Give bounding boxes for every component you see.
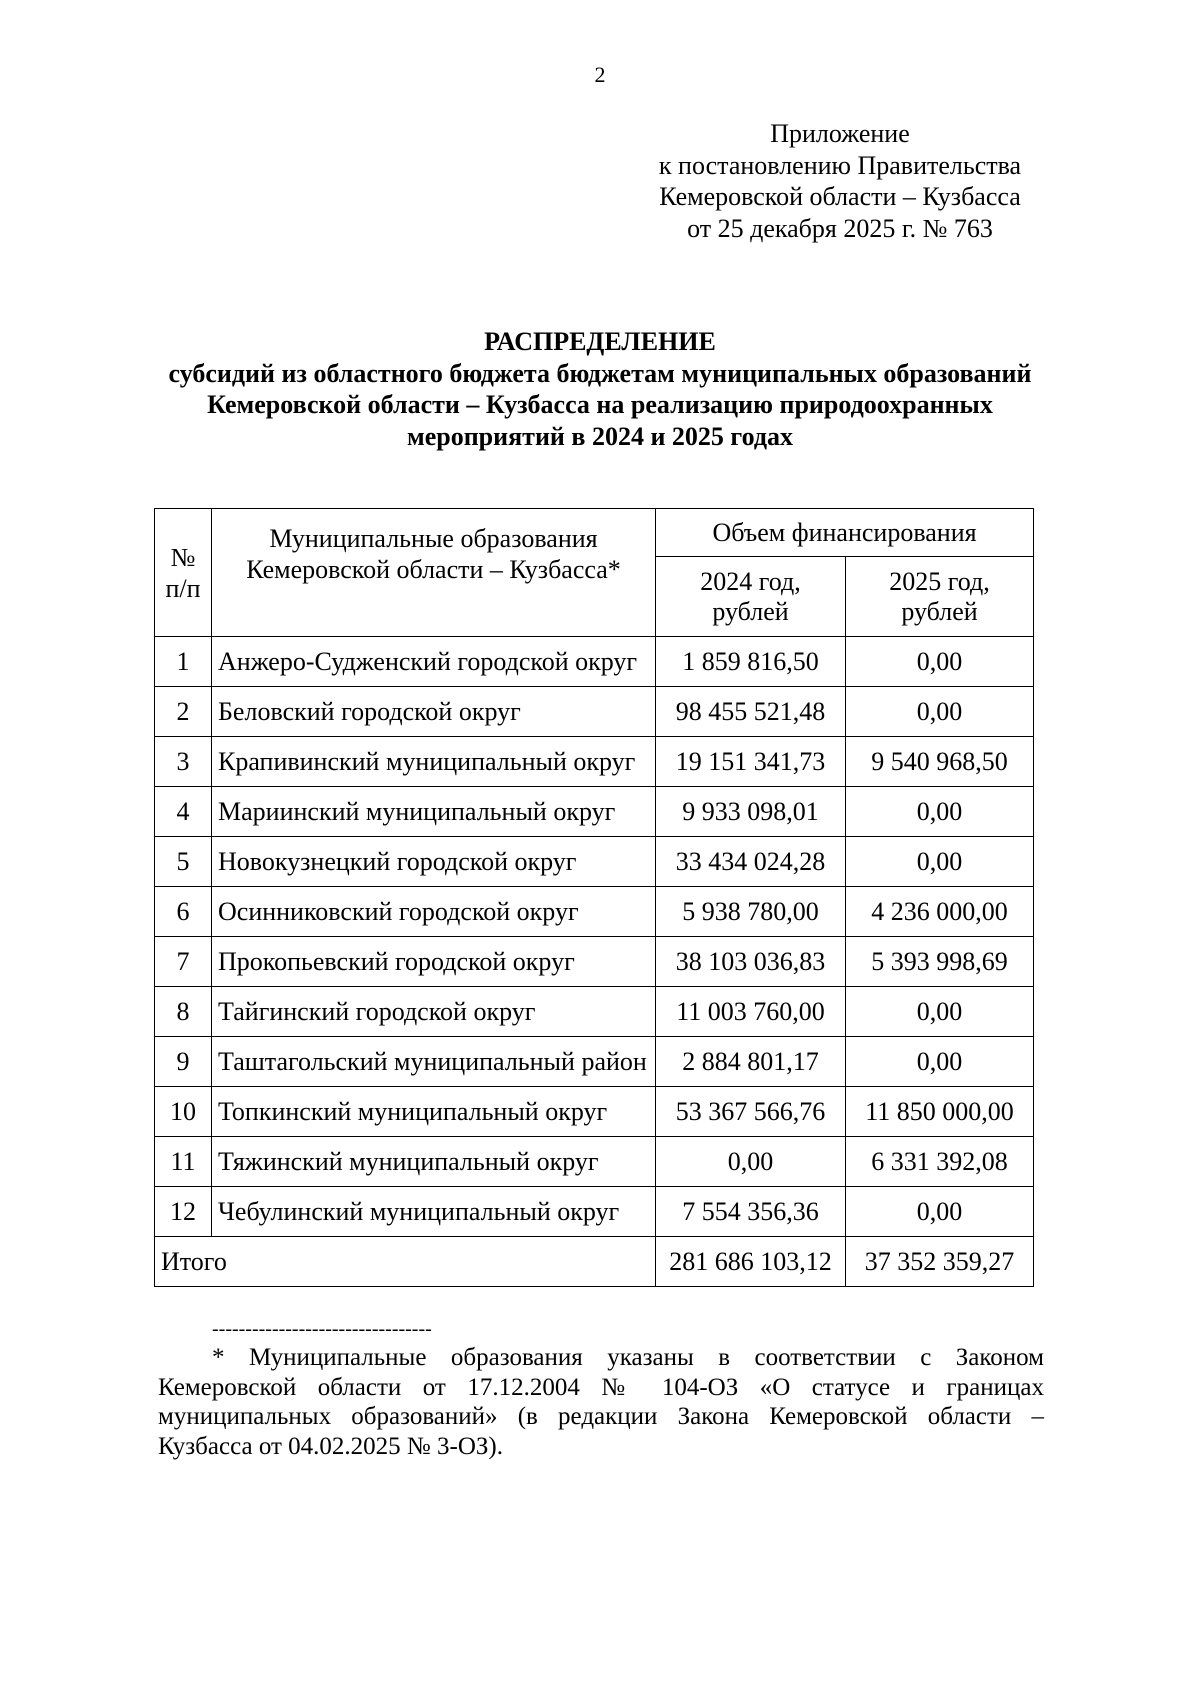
header-2025-line: рублей (901, 596, 978, 626)
header-2024-line: 2024 год, (700, 566, 801, 596)
row-amount-2025: 4 236 000,00 (846, 887, 1034, 937)
header-municipality-line: Муниципальные образования (269, 524, 598, 553)
row-municipality: Таштагольский муниципальный район (212, 1037, 656, 1087)
row-municipality: Анжеро-Судженский городской округ (212, 637, 656, 687)
header-2024-line: рублей (712, 596, 789, 626)
table-row (155, 887, 1034, 937)
row-number: 7 (155, 937, 212, 987)
row-amount-2024: 2 884 801,17 (656, 1037, 846, 1087)
row-amount-2024: 98 455 521,48 (656, 687, 846, 737)
row-amount-2024: 19 151 341,73 (656, 737, 846, 787)
table-row (155, 637, 1034, 687)
table-row (155, 1137, 1034, 1187)
row-number: 11 (155, 1137, 212, 1187)
row-amount-2024: 1 859 816,50 (656, 637, 846, 687)
header-number (155, 509, 212, 637)
row-amount-2024: 38 103 036,83 (656, 937, 846, 987)
row-number: 8 (155, 987, 212, 1037)
row-number: 10 (155, 1087, 212, 1137)
row-municipality: Прокопьевский городской округ (212, 937, 656, 987)
row-amount-2025: 0,00 (846, 837, 1034, 887)
title-line: Кемеровской области – Кузбасса на реализацию природоохранных (207, 390, 993, 419)
row-municipality: Мариинский муниципальный округ (212, 787, 656, 837)
total-amount-2025: 37 352 359,27 (846, 1237, 1034, 1287)
header-2025-line: 2025 год, (889, 566, 990, 596)
row-municipality: Топкинский муниципальный округ (212, 1087, 656, 1137)
row-municipality: Беловский городской округ (212, 687, 656, 737)
page-number: 2 (594, 62, 606, 87)
row-amount-2025: 9 540 968,50 (846, 737, 1034, 787)
row-municipality: Осинниковский городской округ (212, 887, 656, 937)
header-funding: Объем финансирования (656, 509, 1034, 557)
appendix-header (650, 118, 1030, 244)
distribution-table (154, 508, 1034, 1287)
total-label: Итого (155, 1237, 656, 1287)
row-amount-2024: 53 367 566,76 (656, 1087, 846, 1137)
row-amount-2025: 0,00 (846, 1187, 1034, 1237)
header-municipality-line: Кемеровской области – Кузбасса* (246, 555, 621, 584)
row-municipality: Тайгинский городской округ (212, 987, 656, 1037)
appendix-line: Кемеровской области – Кузбасса (659, 182, 1021, 211)
row-amount-2024: 33 434 024,28 (656, 837, 846, 887)
title-line: РАСПРЕДЕЛЕНИЕ (484, 327, 716, 356)
row-number: 3 (155, 737, 212, 787)
row-number: 6 (155, 887, 212, 937)
row-number: 1 (155, 637, 212, 687)
table-row (155, 1187, 1034, 1237)
appendix-line: от 25 декабря 2025 г. № 763 (687, 213, 993, 243)
row-amount-2024: 11 003 760,00 (656, 987, 846, 1037)
row-amount-2025: 0,00 (846, 687, 1034, 737)
header-2024 (656, 557, 846, 637)
table-row (155, 937, 1034, 987)
row-amount-2025: 0,00 (846, 1037, 1034, 1087)
row-amount-2025: 0,00 (846, 637, 1034, 687)
row-amount-2025: 6 331 392,08 (846, 1137, 1034, 1187)
document-title (120, 326, 1080, 452)
table-row (155, 787, 1034, 837)
row-municipality: Чебулинский муниципальный округ (212, 1187, 656, 1237)
appendix-line: Приложение (770, 119, 910, 148)
row-amount-2024: 9 933 098,01 (656, 787, 846, 837)
row-amount-2025: 11 850 000,00 (846, 1087, 1034, 1137)
row-amount-2025: 0,00 (846, 987, 1034, 1037)
row-municipality: Тяжинский муниципальный округ (212, 1137, 656, 1187)
footnote-separator: --------------------------------- (212, 1318, 432, 1340)
row-amount-2025: 5 393 998,69 (846, 937, 1034, 987)
total-amount-2024: 281 686 103,12 (656, 1237, 846, 1287)
table-row (155, 1037, 1034, 1087)
title-line: субсидий из областного бюджета бюджетам муниципальных образований (168, 358, 1032, 388)
row-number: 4 (155, 787, 212, 837)
header-2025 (846, 557, 1034, 637)
footnote-text: * Муниципальные образования указаны в соответствии с Законом Кемеровской области от 17.12.2004 № 104-ОЗ «О статусе и границах муниципальных образований» (в редакции Закона Кемеровской области – Кузбасса от 04.02.2025 № 3-ОЗ). (158, 1344, 1044, 1460)
table-row (155, 1087, 1034, 1137)
header-number-line: № (170, 542, 196, 572)
row-number: 2 (155, 687, 212, 737)
row-number: 5 (155, 837, 212, 887)
row-amount-2024: 5 938 780,00 (656, 887, 846, 937)
title-line: мероприятий в 2024 и 2025 годах (406, 421, 793, 451)
row-amount-2024: 0,00 (656, 1137, 846, 1187)
header-municipality (212, 509, 656, 637)
row-municipality: Крапивинский муниципальный округ (212, 737, 656, 787)
table-row (155, 837, 1034, 887)
total-row (155, 1237, 1034, 1287)
table-row (155, 987, 1034, 1037)
row-amount-2024: 7 554 356,36 (656, 1187, 846, 1237)
row-number: 9 (155, 1037, 212, 1087)
table-row (155, 687, 1034, 737)
row-number: 12 (155, 1187, 212, 1237)
appendix-line: к постановлению Правительства (658, 150, 1022, 180)
table-row (155, 737, 1034, 787)
row-amount-2025: 0,00 (846, 787, 1034, 837)
row-municipality: Новокузнецкий городской округ (212, 837, 656, 887)
header-number-line: п/п (165, 573, 201, 603)
